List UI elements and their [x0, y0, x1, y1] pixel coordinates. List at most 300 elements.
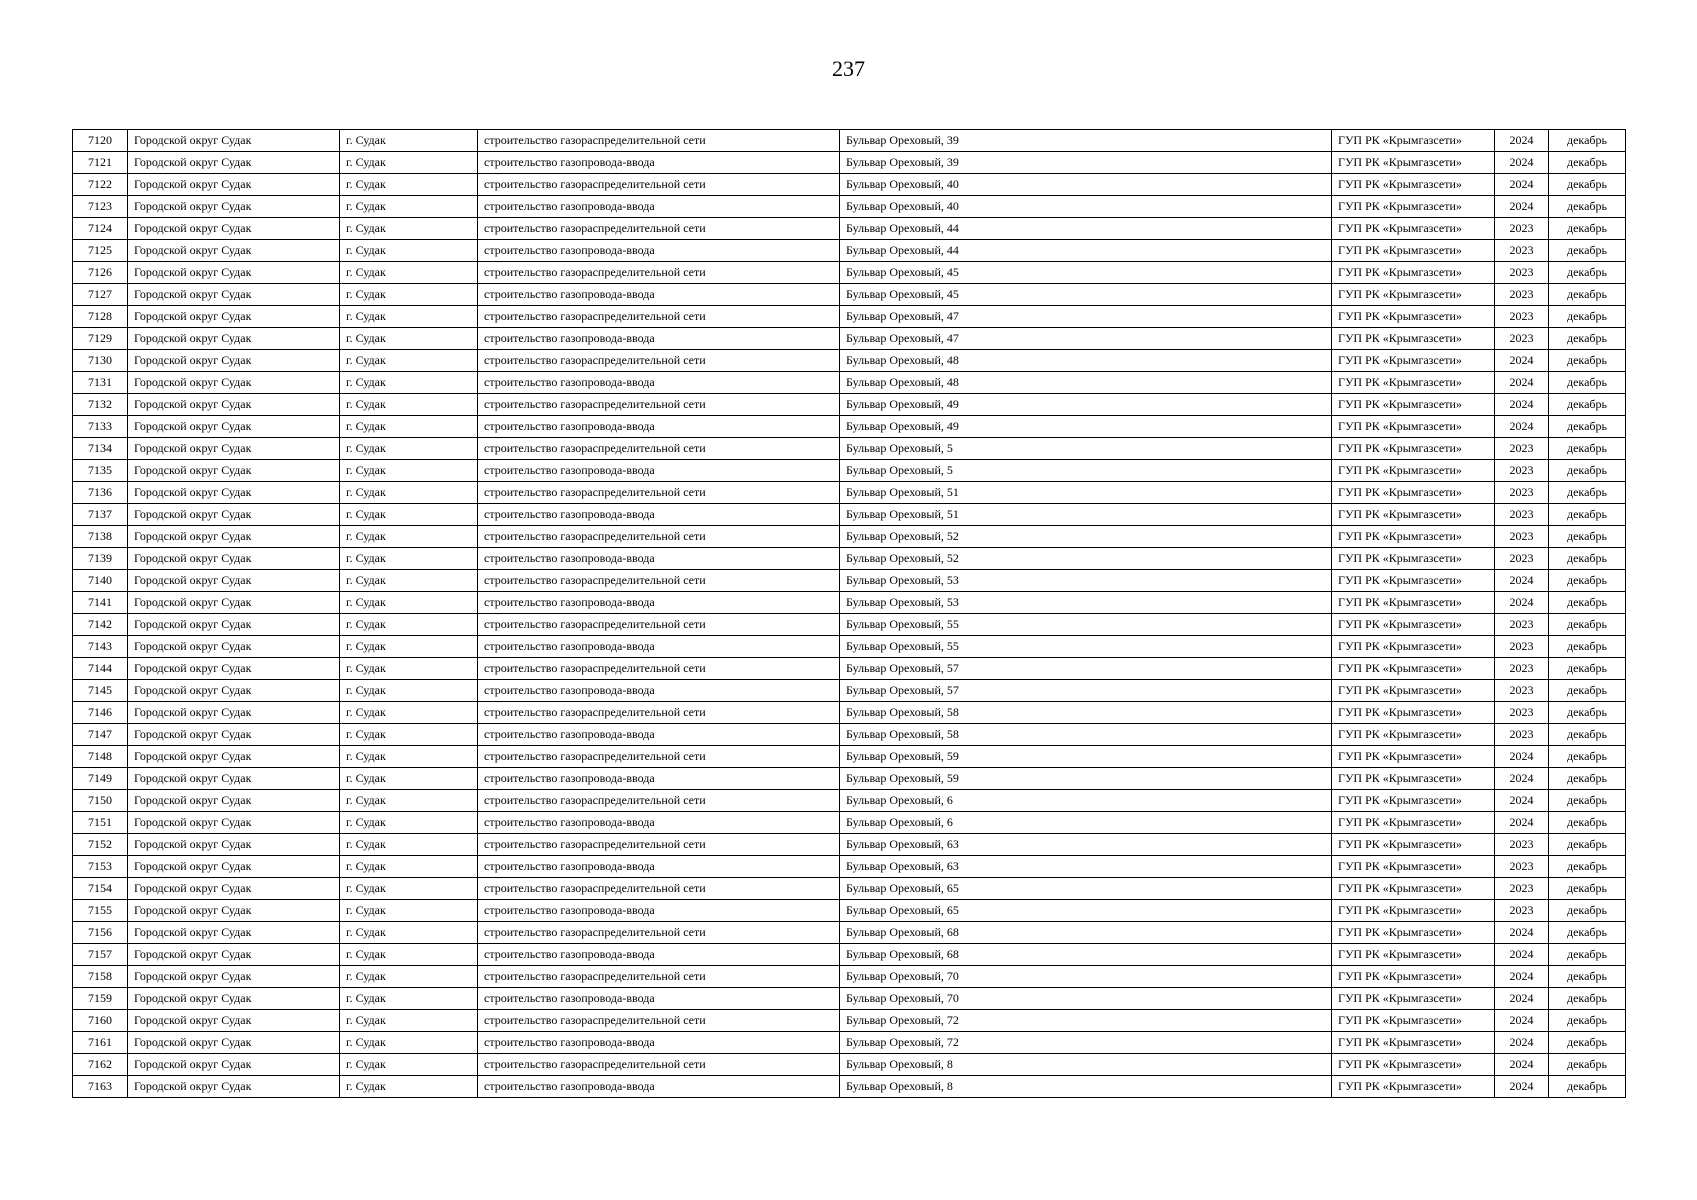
- cell-city: г. Судак: [340, 636, 478, 658]
- cell-organization: ГУП РК «Крымгазсети»: [1332, 1076, 1495, 1098]
- cell-address: Бульвар Ореховый, 49: [840, 394, 1332, 416]
- cell-address: Бульвар Ореховый, 68: [840, 922, 1332, 944]
- cell-organization: ГУП РК «Крымгазсети»: [1332, 174, 1495, 196]
- cell-district: Городской округ Судак: [128, 416, 340, 438]
- cell-address: Бульвар Ореховый, 53: [840, 592, 1332, 614]
- cell-district: Городской округ Судак: [128, 240, 340, 262]
- cell-district: Городской округ Судак: [128, 592, 340, 614]
- cell-number: 7158: [73, 966, 128, 988]
- cell-city: г. Судак: [340, 900, 478, 922]
- table-row: [73, 1032, 1626, 1054]
- cell-work-type: строительство газопровода-ввода: [478, 1076, 840, 1098]
- cell-district: Городской округ Судак: [128, 922, 340, 944]
- cell-month: декабрь: [1549, 1032, 1626, 1054]
- cell-city: г. Судак: [340, 1076, 478, 1098]
- cell-number: 7124: [73, 218, 128, 240]
- cell-address: Бульвар Ореховый, 49: [840, 416, 1332, 438]
- cell-address: Бульвар Ореховый, 55: [840, 636, 1332, 658]
- cell-work-type: строительство газораспределительной сети: [478, 262, 840, 284]
- cell-year: 2023: [1495, 614, 1549, 636]
- cell-district: Городской округ Судак: [128, 1032, 340, 1054]
- cell-work-type: строительство газораспределительной сети: [478, 570, 840, 592]
- cell-city: г. Судак: [340, 350, 478, 372]
- cell-district: Городской округ Судак: [128, 1054, 340, 1076]
- cell-number: 7122: [73, 174, 128, 196]
- cell-month: декабрь: [1549, 856, 1626, 878]
- cell-month: декабрь: [1549, 306, 1626, 328]
- table-row: [73, 790, 1626, 812]
- cell-year: 2023: [1495, 900, 1549, 922]
- table-row: [73, 262, 1626, 284]
- cell-work-type: строительство газораспределительной сети: [478, 218, 840, 240]
- cell-organization: ГУП РК «Крымгазсети»: [1332, 768, 1495, 790]
- cell-city: г. Судак: [340, 394, 478, 416]
- cell-organization: ГУП РК «Крымгазсети»: [1332, 680, 1495, 702]
- cell-city: г. Судак: [340, 614, 478, 636]
- cell-organization: ГУП РК «Крымгазсети»: [1332, 746, 1495, 768]
- cell-number: 7139: [73, 548, 128, 570]
- cell-address: Бульвар Ореховый, 58: [840, 724, 1332, 746]
- cell-year: 2024: [1495, 922, 1549, 944]
- cell-year: 2023: [1495, 526, 1549, 548]
- cell-organization: ГУП РК «Крымгазсети»: [1332, 944, 1495, 966]
- cell-district: Городской округ Судак: [128, 790, 340, 812]
- cell-month: декабрь: [1549, 592, 1626, 614]
- table-row: [73, 614, 1626, 636]
- cell-district: Городской округ Судак: [128, 702, 340, 724]
- cell-work-type: строительство газопровода-ввода: [478, 548, 840, 570]
- cell-address: Бульвар Ореховый, 52: [840, 526, 1332, 548]
- cell-city: г. Судак: [340, 262, 478, 284]
- cell-organization: ГУП РК «Крымгазсети»: [1332, 416, 1495, 438]
- cell-organization: ГУП РК «Крымгазсети»: [1332, 900, 1495, 922]
- cell-number: 7121: [73, 152, 128, 174]
- cell-address: Бульвар Ореховый, 6: [840, 812, 1332, 834]
- cell-city: г. Судак: [340, 922, 478, 944]
- cell-organization: ГУП РК «Крымгазсети»: [1332, 790, 1495, 812]
- page-number: 237: [832, 56, 865, 81]
- cell-district: Городской округ Судак: [128, 768, 340, 790]
- cell-address: Бульвар Ореховый, 8: [840, 1076, 1332, 1098]
- cell-city: г. Судак: [340, 812, 478, 834]
- cell-month: декабрь: [1549, 482, 1626, 504]
- cell-year: 2024: [1495, 1076, 1549, 1098]
- cell-number: 7162: [73, 1054, 128, 1076]
- cell-work-type: строительство газораспределительной сети: [478, 790, 840, 812]
- cell-city: г. Судак: [340, 878, 478, 900]
- cell-month: декабрь: [1549, 812, 1626, 834]
- cell-address: Бульвар Ореховый, 72: [840, 1032, 1332, 1054]
- cell-work-type: строительство газопровода-ввода: [478, 416, 840, 438]
- table-row: [73, 570, 1626, 592]
- cell-district: Городской округ Судак: [128, 724, 340, 746]
- cell-year: 2024: [1495, 746, 1549, 768]
- cell-month: декабрь: [1549, 328, 1626, 350]
- cell-year: 2023: [1495, 240, 1549, 262]
- cell-organization: ГУП РК «Крымгазсети»: [1332, 284, 1495, 306]
- cell-organization: ГУП РК «Крымгазсети»: [1332, 240, 1495, 262]
- cell-organization: ГУП РК «Крымгазсети»: [1332, 196, 1495, 218]
- cell-number: 7140: [73, 570, 128, 592]
- cell-work-type: строительство газораспределительной сети: [478, 306, 840, 328]
- cell-city: г. Судак: [340, 944, 478, 966]
- cell-organization: ГУП РК «Крымгазсети»: [1332, 218, 1495, 240]
- cell-city: г. Судак: [340, 658, 478, 680]
- cell-number: 7161: [73, 1032, 128, 1054]
- cell-year: 2024: [1495, 350, 1549, 372]
- cell-year: 2024: [1495, 592, 1549, 614]
- cell-month: декабрь: [1549, 570, 1626, 592]
- cell-district: Городской округ Судак: [128, 504, 340, 526]
- cell-month: декабрь: [1549, 768, 1626, 790]
- cell-number: 7159: [73, 988, 128, 1010]
- cell-district: Городской округ Судак: [128, 966, 340, 988]
- cell-work-type: строительство газопровода-ввода: [478, 768, 840, 790]
- table-row: [73, 834, 1626, 856]
- cell-work-type: строительство газопровода-ввода: [478, 372, 840, 394]
- cell-address: Бульвар Ореховый, 5: [840, 438, 1332, 460]
- cell-year: 2024: [1495, 152, 1549, 174]
- table-row: [73, 306, 1626, 328]
- cell-district: Городской округ Судак: [128, 306, 340, 328]
- table-row: [73, 768, 1626, 790]
- cell-year: 2024: [1495, 372, 1549, 394]
- cell-address: Бульвар Ореховый, 51: [840, 504, 1332, 526]
- cell-number: 7154: [73, 878, 128, 900]
- cell-number: 7157: [73, 944, 128, 966]
- table-row: [73, 350, 1626, 372]
- cell-work-type: строительство газораспределительной сети: [478, 614, 840, 636]
- cell-city: г. Судак: [340, 218, 478, 240]
- cell-address: Бульвар Ореховый, 45: [840, 284, 1332, 306]
- cell-year: 2024: [1495, 1010, 1549, 1032]
- cell-district: Городской округ Судак: [128, 812, 340, 834]
- cell-year: 2024: [1495, 768, 1549, 790]
- cell-month: декабрь: [1549, 724, 1626, 746]
- cell-city: г. Судак: [340, 504, 478, 526]
- cell-work-type: строительство газораспределительной сети: [478, 482, 840, 504]
- cell-month: декабрь: [1549, 218, 1626, 240]
- cell-district: Городской округ Судак: [128, 526, 340, 548]
- cell-work-type: строительство газопровода-ввода: [478, 196, 840, 218]
- cell-organization: ГУП РК «Крымгазсети»: [1332, 834, 1495, 856]
- table-row: [73, 966, 1626, 988]
- cell-city: г. Судак: [340, 416, 478, 438]
- cell-number: 7126: [73, 262, 128, 284]
- cell-month: декабрь: [1549, 416, 1626, 438]
- cell-district: Городской округ Судак: [128, 548, 340, 570]
- table-row: [73, 284, 1626, 306]
- table-body: [73, 130, 1626, 1098]
- cell-month: декабрь: [1549, 460, 1626, 482]
- cell-organization: ГУП РК «Крымгазсети»: [1332, 482, 1495, 504]
- cell-organization: ГУП РК «Крымгазсети»: [1332, 592, 1495, 614]
- cell-number: 7138: [73, 526, 128, 548]
- cell-number: 7137: [73, 504, 128, 526]
- cell-district: Городской округ Судак: [128, 680, 340, 702]
- table-row: [73, 592, 1626, 614]
- cell-month: декабрь: [1549, 152, 1626, 174]
- cell-work-type: строительство газопровода-ввода: [478, 680, 840, 702]
- cell-number: 7125: [73, 240, 128, 262]
- cell-year: 2023: [1495, 548, 1549, 570]
- cell-organization: ГУП РК «Крымгазсети»: [1332, 1010, 1495, 1032]
- table-row: [73, 416, 1626, 438]
- cell-organization: ГУП РК «Крымгазсети»: [1332, 130, 1495, 152]
- cell-work-type: строительство газораспределительной сети: [478, 174, 840, 196]
- cell-number: 7134: [73, 438, 128, 460]
- cell-district: Городской округ Судак: [128, 372, 340, 394]
- cell-work-type: строительство газораспределительной сети: [478, 702, 840, 724]
- cell-address: Бульвар Ореховый, 39: [840, 130, 1332, 152]
- cell-number: 7155: [73, 900, 128, 922]
- cell-city: г. Судак: [340, 174, 478, 196]
- cell-month: декабрь: [1549, 196, 1626, 218]
- table-row: [73, 1076, 1626, 1098]
- cell-month: декабрь: [1549, 438, 1626, 460]
- cell-city: г. Судак: [340, 570, 478, 592]
- cell-work-type: строительство газопровода-ввода: [478, 1032, 840, 1054]
- cell-year: 2024: [1495, 130, 1549, 152]
- table-row: [73, 152, 1626, 174]
- cell-organization: ГУП РК «Крымгазсети»: [1332, 152, 1495, 174]
- table-row: [73, 658, 1626, 680]
- cell-number: 7141: [73, 592, 128, 614]
- cell-number: 7143: [73, 636, 128, 658]
- cell-number: 7133: [73, 416, 128, 438]
- cell-number: 7123: [73, 196, 128, 218]
- cell-work-type: строительство газораспределительной сети: [478, 1054, 840, 1076]
- cell-month: декабрь: [1549, 680, 1626, 702]
- table-row: [73, 218, 1626, 240]
- cell-work-type: строительство газопровода-ввода: [478, 460, 840, 482]
- cell-year: 2023: [1495, 504, 1549, 526]
- cell-month: декабрь: [1549, 1076, 1626, 1098]
- table-row: [73, 460, 1626, 482]
- table-row: [73, 812, 1626, 834]
- cell-address: Бульвар Ореховый, 48: [840, 350, 1332, 372]
- cell-month: декабрь: [1549, 834, 1626, 856]
- cell-address: Бульвар Ореховый, 47: [840, 306, 1332, 328]
- cell-year: 2023: [1495, 218, 1549, 240]
- cell-month: декабрь: [1549, 900, 1626, 922]
- cell-month: декабрь: [1549, 130, 1626, 152]
- cell-organization: ГУП РК «Крымгазсети»: [1332, 724, 1495, 746]
- cell-organization: ГУП РК «Крымгазсети»: [1332, 306, 1495, 328]
- cell-district: Городской округ Судак: [128, 746, 340, 768]
- table-row: [73, 636, 1626, 658]
- cell-work-type: строительство газопровода-ввода: [478, 152, 840, 174]
- cell-organization: ГУП РК «Крымгазсети»: [1332, 438, 1495, 460]
- cell-year: 2023: [1495, 878, 1549, 900]
- cell-year: 2023: [1495, 702, 1549, 724]
- cell-month: декабрь: [1549, 988, 1626, 1010]
- table-row: [73, 724, 1626, 746]
- cell-city: г. Судак: [340, 724, 478, 746]
- cell-year: 2024: [1495, 570, 1549, 592]
- cell-month: декабрь: [1549, 284, 1626, 306]
- cell-year: 2023: [1495, 306, 1549, 328]
- cell-organization: ГУП РК «Крымгазсети»: [1332, 878, 1495, 900]
- table-row: [73, 438, 1626, 460]
- cell-month: декабрь: [1549, 548, 1626, 570]
- cell-organization: ГУП РК «Крымгазсети»: [1332, 262, 1495, 284]
- cell-district: Городской округ Судак: [128, 1010, 340, 1032]
- cell-work-type: строительство газораспределительной сети: [478, 834, 840, 856]
- cell-organization: ГУП РК «Крымгазсети»: [1332, 328, 1495, 350]
- cell-address: Бульвар Ореховый, 52: [840, 548, 1332, 570]
- cell-address: Бульвар Ореховый, 47: [840, 328, 1332, 350]
- cell-city: г. Судак: [340, 1054, 478, 1076]
- cell-address: Бульвар Ореховый, 65: [840, 878, 1332, 900]
- cell-city: г. Судак: [340, 1032, 478, 1054]
- cell-city: г. Судак: [340, 680, 478, 702]
- cell-address: Бульвар Ореховый, 5: [840, 460, 1332, 482]
- cell-address: Бульвар Ореховый, 57: [840, 680, 1332, 702]
- cell-address: Бульвар Ореховый, 40: [840, 196, 1332, 218]
- cell-work-type: строительство газораспределительной сети: [478, 526, 840, 548]
- cell-district: Городской округ Судак: [128, 152, 340, 174]
- cell-district: Городской округ Судак: [128, 130, 340, 152]
- cell-month: декабрь: [1549, 922, 1626, 944]
- cell-number: 7151: [73, 812, 128, 834]
- cell-year: 2024: [1495, 416, 1549, 438]
- table-row: [73, 856, 1626, 878]
- cell-address: Бульвар Ореховый, 57: [840, 658, 1332, 680]
- cell-address: Бульвар Ореховый, 39: [840, 152, 1332, 174]
- cell-address: Бульвар Ореховый, 63: [840, 856, 1332, 878]
- cell-month: декабрь: [1549, 350, 1626, 372]
- cell-city: г. Судак: [340, 834, 478, 856]
- cell-address: Бульвар Ореховый, 8: [840, 1054, 1332, 1076]
- cell-address: Бульвар Ореховый, 70: [840, 966, 1332, 988]
- cell-work-type: строительство газопровода-ввода: [478, 724, 840, 746]
- cell-number: 7146: [73, 702, 128, 724]
- cell-number: 7150: [73, 790, 128, 812]
- cell-work-type: строительство газопровода-ввода: [478, 328, 840, 350]
- cell-city: г. Судак: [340, 526, 478, 548]
- cell-work-type: строительство газораспределительной сети: [478, 746, 840, 768]
- cell-city: г. Судак: [340, 702, 478, 724]
- cell-number: 7160: [73, 1010, 128, 1032]
- cell-work-type: строительство газораспределительной сети: [478, 878, 840, 900]
- cell-district: Городской округ Судак: [128, 394, 340, 416]
- table-row: [73, 328, 1626, 350]
- cell-address: Бульвар Ореховый, 44: [840, 240, 1332, 262]
- cell-work-type: строительство газораспределительной сети: [478, 130, 840, 152]
- cell-district: Городской округ Судак: [128, 1076, 340, 1098]
- cell-city: г. Судак: [340, 460, 478, 482]
- cell-month: декабрь: [1549, 1054, 1626, 1076]
- cell-work-type: строительство газораспределительной сети: [478, 438, 840, 460]
- cell-city: г. Судак: [340, 284, 478, 306]
- cell-city: г. Судак: [340, 548, 478, 570]
- cell-district: Городской округ Судак: [128, 438, 340, 460]
- table-row: [73, 130, 1626, 152]
- table-row: [73, 944, 1626, 966]
- cell-organization: ГУП РК «Крымгазсети»: [1332, 460, 1495, 482]
- cell-organization: ГУП РК «Крымгазсети»: [1332, 570, 1495, 592]
- cell-city: г. Судак: [340, 746, 478, 768]
- table-row: [73, 878, 1626, 900]
- cell-address: Бульвар Ореховый, 59: [840, 768, 1332, 790]
- cell-district: Городской округ Судак: [128, 900, 340, 922]
- cell-district: Городской округ Судак: [128, 944, 340, 966]
- cell-month: декабрь: [1549, 504, 1626, 526]
- cell-number: 7127: [73, 284, 128, 306]
- cell-organization: ГУП РК «Крымгазсети»: [1332, 548, 1495, 570]
- cell-address: Бульвар Ореховый, 68: [840, 944, 1332, 966]
- cell-city: г. Судак: [340, 790, 478, 812]
- cell-month: декабрь: [1549, 944, 1626, 966]
- cell-number: 7156: [73, 922, 128, 944]
- cell-year: 2024: [1495, 196, 1549, 218]
- cell-city: г. Судак: [340, 768, 478, 790]
- cell-district: Городской округ Судак: [128, 262, 340, 284]
- table-row: [73, 988, 1626, 1010]
- cell-organization: ГУП РК «Крымгазсети»: [1332, 988, 1495, 1010]
- cell-work-type: строительство газораспределительной сети: [478, 966, 840, 988]
- cell-work-type: строительство газопровода-ввода: [478, 944, 840, 966]
- cell-district: Городской округ Судак: [128, 218, 340, 240]
- cell-address: Бульвар Ореховый, 51: [840, 482, 1332, 504]
- cell-year: 2024: [1495, 944, 1549, 966]
- cell-year: 2024: [1495, 966, 1549, 988]
- cell-number: 7145: [73, 680, 128, 702]
- cell-number: 7130: [73, 350, 128, 372]
- cell-number: 7142: [73, 614, 128, 636]
- cell-organization: ГУП РК «Крымгазсети»: [1332, 372, 1495, 394]
- table-row: [73, 526, 1626, 548]
- cell-city: г. Судак: [340, 482, 478, 504]
- cell-year: 2024: [1495, 1054, 1549, 1076]
- cell-city: г. Судак: [340, 856, 478, 878]
- cell-month: декабрь: [1549, 240, 1626, 262]
- cell-year: 2024: [1495, 1032, 1549, 1054]
- cell-work-type: строительство газопровода-ввода: [478, 504, 840, 526]
- cell-district: Городской округ Судак: [128, 482, 340, 504]
- cell-city: г. Судак: [340, 240, 478, 262]
- cell-year: 2023: [1495, 636, 1549, 658]
- cell-number: 7129: [73, 328, 128, 350]
- cell-organization: ГУП РК «Крымгазсети»: [1332, 614, 1495, 636]
- cell-address: Бульвар Ореховый, 65: [840, 900, 1332, 922]
- gasification-table: [72, 129, 1626, 1098]
- cell-year: 2023: [1495, 482, 1549, 504]
- cell-organization: ГУП РК «Крымгазсети»: [1332, 856, 1495, 878]
- cell-organization: ГУП РК «Крымгазсети»: [1332, 350, 1495, 372]
- cell-district: Городской округ Судак: [128, 350, 340, 372]
- table-row: [73, 482, 1626, 504]
- cell-work-type: строительство газораспределительной сети: [478, 1010, 840, 1032]
- cell-address: Бульвар Ореховый, 44: [840, 218, 1332, 240]
- cell-month: декабрь: [1549, 746, 1626, 768]
- cell-address: Бульвар Ореховый, 53: [840, 570, 1332, 592]
- cell-month: декабрь: [1549, 262, 1626, 284]
- cell-work-type: строительство газораспределительной сети: [478, 350, 840, 372]
- table-row: [73, 240, 1626, 262]
- cell-address: Бульвар Ореховый, 40: [840, 174, 1332, 196]
- cell-district: Городской округ Судак: [128, 658, 340, 680]
- cell-number: 7128: [73, 306, 128, 328]
- cell-work-type: строительство газопровода-ввода: [478, 636, 840, 658]
- table-row: [73, 196, 1626, 218]
- cell-city: г. Судак: [340, 988, 478, 1010]
- table-row: [73, 1054, 1626, 1076]
- cell-organization: ГУП РК «Крымгазсети»: [1332, 658, 1495, 680]
- cell-number: 7148: [73, 746, 128, 768]
- cell-district: Городской округ Судак: [128, 570, 340, 592]
